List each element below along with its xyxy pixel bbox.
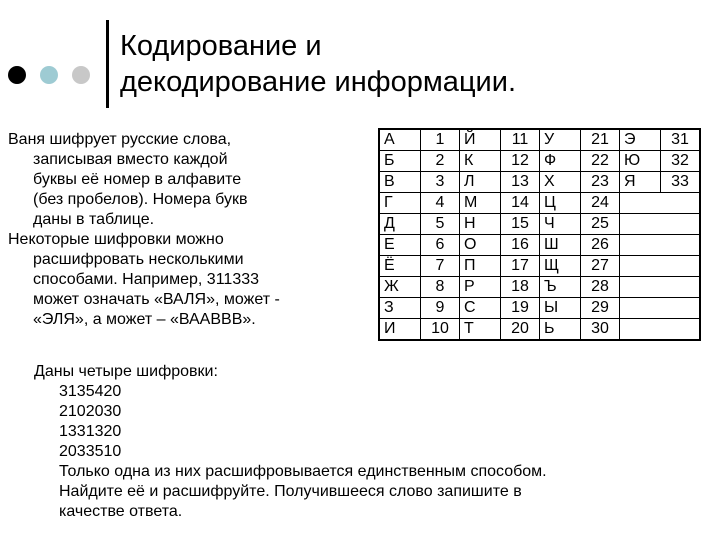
number-cell: 18 [501,277,540,298]
intro-line: Ваня шифрует русские слова, [8,131,232,148]
number-cell: 21 [581,129,620,151]
letter-cell: Й [460,129,501,151]
bullet-dots [8,66,98,84]
letter-cell: Л [460,172,501,193]
empty-cell [620,256,701,277]
number-cell: 12 [501,151,540,172]
letter-cell: Ь [540,319,581,341]
letter-cell: Г [379,193,421,214]
letter-cell: Э [620,129,661,151]
intro-line: расшифровать несколькими [33,251,244,268]
letter-cell: Н [460,214,501,235]
dot-black [8,66,26,84]
letter-cell: Ш [540,235,581,256]
number-cell: 17 [501,256,540,277]
number-cell: 29 [581,298,620,319]
number-cell: 26 [581,235,620,256]
letter-cell: Т [460,319,501,341]
number-cell: 32 [661,151,701,172]
letter-cell: Ю [620,151,661,172]
intro-line: буквы её номер в алфавите [33,171,242,188]
letter-cell: Ж [379,277,421,298]
number-cell: 10 [421,319,460,341]
number-cell: 15 [501,214,540,235]
empty-cell [620,277,701,298]
title-divider [106,20,109,108]
task-text [34,362,547,522]
number-cell: 19 [501,298,540,319]
letter-cell: О [460,235,501,256]
number-cell: 33 [661,172,701,193]
number-cell: 31 [661,129,701,151]
empty-cell [620,193,701,214]
alphabet-row [379,256,700,277]
letter-cell: Ч [540,214,581,235]
intro-line: даны в таблице. [33,211,155,228]
letter-cell: А [379,129,421,151]
task-line: Найдите её и расшифруйте. Получившееся слово запишите в [59,483,522,500]
letter-cell: Д [379,214,421,235]
number-cell: 16 [501,235,540,256]
alphabet-row [379,319,700,341]
letter-cell: Щ [540,256,581,277]
number-cell: 4 [421,193,460,214]
code-line: 2102030 [59,403,122,420]
letter-cell: Б [379,151,421,172]
intro-line: записывая вместо каждой [33,151,228,168]
number-cell: 20 [501,319,540,341]
slide-title [120,28,516,100]
letter-cell: Ф [540,151,581,172]
letter-cell: П [460,256,501,277]
number-cell: 9 [421,298,460,319]
number-cell: 14 [501,193,540,214]
dot-grey [72,66,90,84]
number-cell: 23 [581,172,620,193]
letter-cell: Р [460,277,501,298]
number-cell: 30 [581,319,620,341]
task-line: Только одна из них расшифровывается единственным способом. [59,463,547,480]
letter-cell: М [460,193,501,214]
letter-cell: С [460,298,501,319]
number-cell: 7 [421,256,460,277]
number-cell: 11 [501,129,540,151]
intro-line: (без пробелов). Номера букв [33,191,248,208]
alphabet-row [379,151,700,172]
number-cell: 2 [421,151,460,172]
alphabet-row [379,193,700,214]
code-line: 1331320 [59,423,122,440]
empty-cell [620,235,701,256]
alphabet-row [379,298,700,319]
alphabet-row [379,129,700,151]
letter-cell: Х [540,172,581,193]
intro-line: способами. Например, 311333 [33,271,260,288]
intro-line: «ЭЛЯ», а может – «ВААВВВ». [33,311,256,328]
empty-cell [620,319,701,341]
task-line: качестве ответа. [59,503,183,520]
number-cell: 27 [581,256,620,277]
number-cell: 8 [421,277,460,298]
number-cell: 5 [421,214,460,235]
alphabet-table [378,128,701,341]
code-line: 2033510 [59,443,122,460]
alphabet-row [379,277,700,298]
number-cell: 6 [421,235,460,256]
letter-cell: И [379,319,421,341]
letter-cell: У [540,129,581,151]
intro-line: Некоторые шифровки можно [8,231,224,248]
letter-cell: В [379,172,421,193]
dot-teal [40,66,58,84]
intro-text [8,130,280,330]
number-cell: 3 [421,172,460,193]
alphabet-row [379,172,700,193]
task-intro: Даны четыре шифровки: [34,363,218,380]
alphabet-row [379,214,700,235]
letter-cell: Ы [540,298,581,319]
number-cell: 1 [421,129,460,151]
title-line-1: Кодирование и [120,30,322,62]
code-line: 3135420 [59,383,122,400]
empty-cell [620,214,701,235]
letter-cell: Ц [540,193,581,214]
number-cell: 25 [581,214,620,235]
letter-cell: Ъ [540,277,581,298]
letter-cell: Я [620,172,661,193]
number-cell: 13 [501,172,540,193]
letter-cell: К [460,151,501,172]
empty-cell [620,298,701,319]
alphabet-row [379,235,700,256]
number-cell: 22 [581,151,620,172]
letter-cell: З [379,298,421,319]
intro-line: может означать «ВАЛЯ», может - [33,291,280,308]
letter-cell: Ё [379,256,421,277]
letter-cell: Е [379,235,421,256]
number-cell: 24 [581,193,620,214]
title-line-2: декодирование информации. [120,66,517,98]
number-cell: 28 [581,277,620,298]
